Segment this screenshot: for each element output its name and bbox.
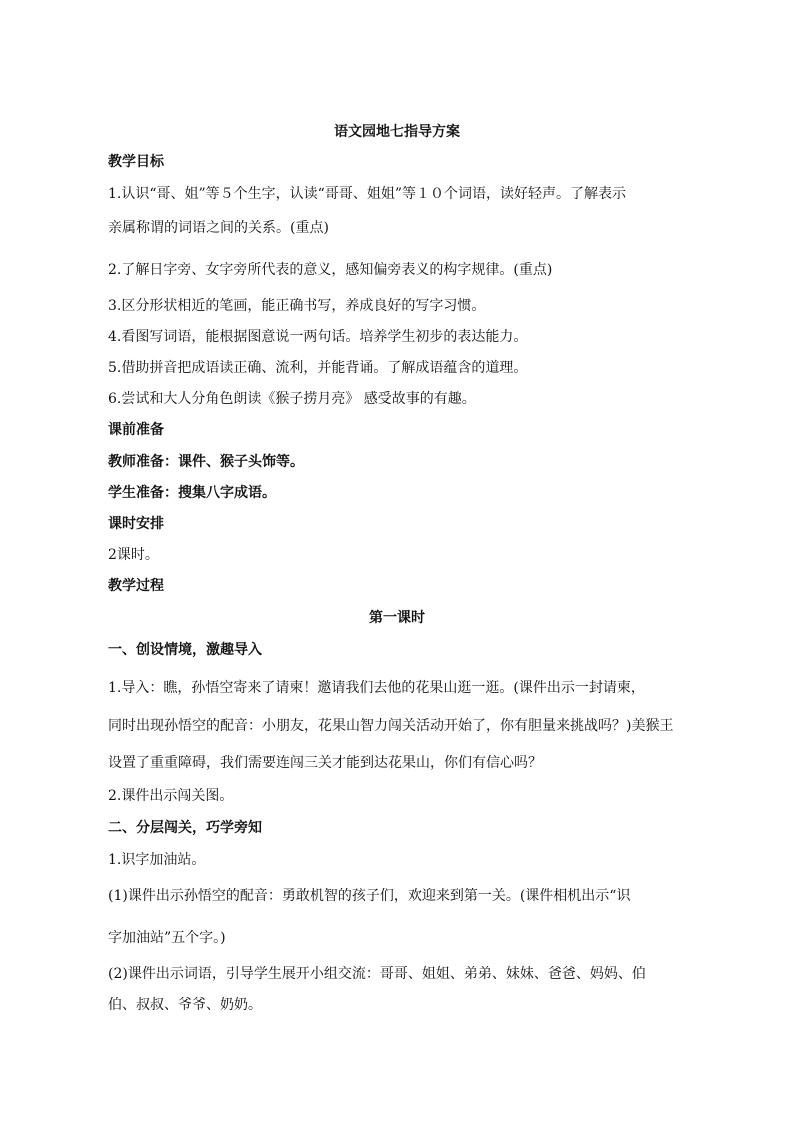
paragraph-line: 4.看图写词语，能根据图意说一两句话。培养学生初步的表达能力。 — [108, 329, 528, 345]
paragraph-line: 亲属称谓的词语之间的关系。(重点) — [108, 220, 329, 236]
paragraph-line: (1)课件出示孙悟空的配音：勇敢机智的孩子们，欢迎来到第一关。(课件相机出示“识 — [108, 888, 631, 904]
paragraph-line: 同时出现孙悟空的配音：小朋友，花果山智力闯关活动开始了，你有胆量来挑战吗？)美猴王 — [108, 718, 674, 734]
section-heading: 教学过程 — [108, 578, 164, 594]
paragraph-line: 1.认识“哥、姐”等５个生字，认读“哥哥、姐姐”等１０个词语，读好轻声。了解表示 — [108, 186, 626, 202]
paragraph-line: 2课时。 — [108, 547, 159, 563]
paragraph-line: 2.了解日字旁、女字旁所代表的意义，感知偏旁表义的构字规律。(重点) — [108, 262, 553, 278]
section-heading: 一、创设情境，激趣导入 — [108, 642, 262, 658]
paragraph-line: 2.课件出示闯关图。 — [108, 788, 234, 804]
paragraph-line: 1.识字加油站。 — [108, 852, 206, 868]
paragraph-line: 教师准备：课件、猴子头饰等。 — [108, 454, 304, 470]
paragraph-line: 1.导入：瞧，孙悟空寄来了请柬！邀请我们去他的花果山逛一逛。(课件出示一封请柬， — [108, 680, 645, 696]
paragraph-line: 5.借助拼音把成语读正确、流利，并能背诵。了解成语蕴含的道理。 — [108, 360, 528, 376]
paragraph-line: 6.尝试和大人分角色朗读《猴子捞月亮》 感受故事的有趣。 — [108, 391, 476, 407]
section-heading: 课时安排 — [108, 516, 164, 532]
lesson-heading: 第一课时 — [369, 610, 425, 626]
section-heading: 二、分层闯关，巧学旁知 — [108, 820, 262, 836]
paragraph-line: 学生准备：搜集八字成语。 — [108, 485, 276, 501]
paragraph-line: 伯、叔叔、爷爷、奶奶。 — [108, 997, 262, 1013]
section-heading: 教学目标 — [108, 154, 164, 170]
paragraph-line: 字加油站”五个字。) — [108, 930, 226, 946]
paragraph-line: 设置了重重障碍，我们需要连闯三关才能到达花果山，你们有信心吗？ — [108, 755, 542, 771]
paragraph-line: (2)课件出示词语，引导学生展开小组交流：哥哥、姐姐、弟弟、妹妹、爸爸、妈妈、伯 — [108, 966, 646, 982]
page-title: 语文园地七指导方案 — [334, 124, 460, 140]
paragraph-line: 3.区分形状相近的笔画，能正确书写，养成良好的写字习惯。 — [108, 298, 486, 314]
section-heading: 课前准备 — [108, 422, 164, 438]
